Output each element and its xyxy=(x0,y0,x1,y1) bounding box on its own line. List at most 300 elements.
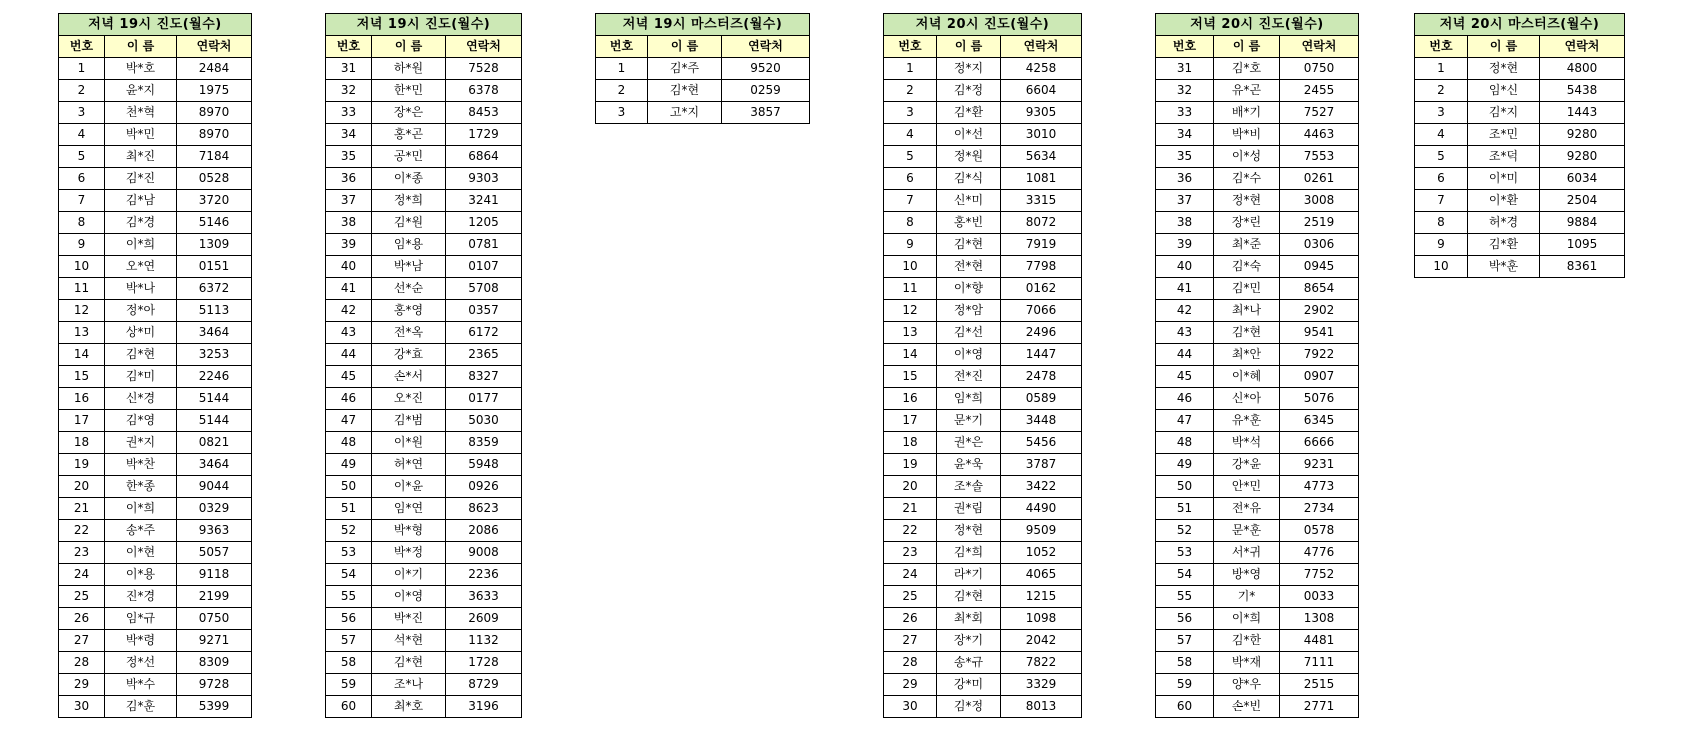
header-number: 번호 xyxy=(884,36,937,58)
cell-contact: 8970 xyxy=(177,102,252,124)
header-name: 이 름 xyxy=(105,36,177,58)
table-row xyxy=(884,256,1082,278)
cell-name: 박*훈 xyxy=(1468,256,1540,278)
cell-contact: 5057 xyxy=(177,542,252,564)
cell-number: 37 xyxy=(326,190,372,212)
cell-name: 김*정 xyxy=(937,80,1001,102)
cell-number: 52 xyxy=(1156,520,1214,542)
cell-number: 26 xyxy=(884,608,937,630)
table-row xyxy=(326,432,522,454)
table-row xyxy=(884,234,1082,256)
header-contact: 연락처 xyxy=(722,36,810,58)
table-header-row xyxy=(1415,36,1625,58)
table-row xyxy=(884,388,1082,410)
cell-number: 20 xyxy=(884,476,937,498)
cell-number: 10 xyxy=(884,256,937,278)
cell-contact: 3010 xyxy=(1001,124,1082,146)
cell-number: 31 xyxy=(326,58,372,80)
cell-number: 55 xyxy=(1156,586,1214,608)
table-row xyxy=(1156,520,1359,542)
cell-number: 42 xyxy=(326,300,372,322)
table-header-row xyxy=(596,36,810,58)
table-row xyxy=(1156,344,1359,366)
cell-contact: 0151 xyxy=(177,256,252,278)
cell-name: 박*호 xyxy=(105,58,177,80)
cell-name: 강*효 xyxy=(372,344,446,366)
table-row xyxy=(326,322,522,344)
cell-number: 27 xyxy=(59,630,105,652)
cell-contact: 7919 xyxy=(1001,234,1082,256)
table-row xyxy=(326,498,522,520)
header-number: 번호 xyxy=(1415,36,1468,58)
header-contact: 연락처 xyxy=(446,36,522,58)
cell-contact: 5113 xyxy=(177,300,252,322)
cell-contact: 9520 xyxy=(722,58,810,80)
table-title: 저녁 20시 진도(월수) xyxy=(884,14,1082,36)
cell-name: 홍*빈 xyxy=(937,212,1001,234)
table-row xyxy=(1156,146,1359,168)
cell-name: 전*진 xyxy=(937,366,1001,388)
cell-number: 10 xyxy=(1415,256,1468,278)
table-row xyxy=(884,322,1082,344)
cell-contact: 0926 xyxy=(446,476,522,498)
cell-contact: 9118 xyxy=(177,564,252,586)
table-header-row xyxy=(884,36,1082,58)
cell-contact: 1081 xyxy=(1001,168,1082,190)
table-row xyxy=(326,696,522,718)
table-row xyxy=(326,58,522,80)
cell-contact: 4776 xyxy=(1280,542,1359,564)
table-row xyxy=(1156,234,1359,256)
cell-number: 44 xyxy=(1156,344,1214,366)
table-title-row xyxy=(59,14,252,36)
cell-name: 전*현 xyxy=(937,256,1001,278)
table-row xyxy=(59,630,252,652)
cell-name: 임*희 xyxy=(937,388,1001,410)
table-row xyxy=(326,454,522,476)
table-row xyxy=(326,410,522,432)
table-row xyxy=(1415,102,1625,124)
cell-name: 장*린 xyxy=(1214,212,1280,234)
cell-name: 김*숙 xyxy=(1214,256,1280,278)
table-row xyxy=(1156,190,1359,212)
cell-number: 48 xyxy=(1156,432,1214,454)
cell-name: 임*연 xyxy=(372,498,446,520)
cell-name: 장*은 xyxy=(372,102,446,124)
table-row xyxy=(59,322,252,344)
cell-name: 임*규 xyxy=(105,608,177,630)
table-row xyxy=(1156,652,1359,674)
table-row xyxy=(596,102,810,124)
cell-number: 33 xyxy=(1156,102,1214,124)
cell-name: 김*진 xyxy=(105,168,177,190)
cell-number: 2 xyxy=(59,80,105,102)
cell-contact: 9303 xyxy=(446,168,522,190)
cell-number: 5 xyxy=(1415,146,1468,168)
table-row xyxy=(884,410,1082,432)
cell-contact: 6378 xyxy=(446,80,522,102)
cell-number: 53 xyxy=(1156,542,1214,564)
table-row xyxy=(1415,256,1625,278)
cell-contact: 1443 xyxy=(1540,102,1625,124)
table-row xyxy=(59,124,252,146)
cell-name: 김*훈 xyxy=(105,696,177,718)
table-row xyxy=(59,410,252,432)
header-name: 이 름 xyxy=(1468,36,1540,58)
cell-contact: 5438 xyxy=(1540,80,1625,102)
cell-number: 10 xyxy=(59,256,105,278)
cell-contact: 7553 xyxy=(1280,146,1359,168)
roster-table-19-jindo-1 xyxy=(58,13,252,718)
cell-number: 34 xyxy=(326,124,372,146)
cell-number: 57 xyxy=(326,630,372,652)
table-row xyxy=(1156,454,1359,476)
cell-contact: 9541 xyxy=(1280,322,1359,344)
cell-name: 박*민 xyxy=(105,124,177,146)
cell-name: 임*신 xyxy=(1468,80,1540,102)
cell-contact: 2771 xyxy=(1280,696,1359,718)
cell-name: 방*영 xyxy=(1214,564,1280,586)
cell-name: 윤*지 xyxy=(105,80,177,102)
cell-name: 김*환 xyxy=(1468,234,1540,256)
table-row xyxy=(1156,586,1359,608)
cell-number: 38 xyxy=(1156,212,1214,234)
cell-name: 강*윤 xyxy=(1214,454,1280,476)
cell-name: 김*경 xyxy=(105,212,177,234)
cell-contact: 4065 xyxy=(1001,564,1082,586)
cell-name: 이*향 xyxy=(937,278,1001,300)
cell-name: 최*안 xyxy=(1214,344,1280,366)
cell-number: 40 xyxy=(1156,256,1214,278)
cell-name: 장*기 xyxy=(937,630,1001,652)
cell-number: 4 xyxy=(884,124,937,146)
table-title: 저녁 19시 마스터즈(월수) xyxy=(596,14,810,36)
cell-number: 24 xyxy=(59,564,105,586)
cell-contact: 5634 xyxy=(1001,146,1082,168)
cell-contact: 4773 xyxy=(1280,476,1359,498)
header-number: 번호 xyxy=(596,36,648,58)
cell-number: 18 xyxy=(59,432,105,454)
table-row xyxy=(59,146,252,168)
cell-name: 임*용 xyxy=(372,234,446,256)
table-row xyxy=(59,696,252,718)
cell-name: 김*수 xyxy=(1214,168,1280,190)
table-title: 저녁 19시 진도(월수) xyxy=(326,14,522,36)
cell-number: 29 xyxy=(884,674,937,696)
cell-contact: 0107 xyxy=(446,256,522,278)
cell-number: 3 xyxy=(1415,102,1468,124)
cell-contact: 9884 xyxy=(1540,212,1625,234)
table-row xyxy=(596,80,810,102)
cell-name: 홍*곤 xyxy=(372,124,446,146)
cell-contact: 1095 xyxy=(1540,234,1625,256)
table-row xyxy=(326,102,522,124)
cell-name: 서*귀 xyxy=(1214,542,1280,564)
cell-name: 손*빈 xyxy=(1214,696,1280,718)
cell-name: 양*우 xyxy=(1214,674,1280,696)
cell-name: 이*미 xyxy=(1468,168,1540,190)
table-row xyxy=(59,278,252,300)
cell-number: 23 xyxy=(59,542,105,564)
cell-number: 43 xyxy=(326,322,372,344)
cell-name: 문*훈 xyxy=(1214,520,1280,542)
cell-contact: 2902 xyxy=(1280,300,1359,322)
table-row xyxy=(59,608,252,630)
cell-number: 53 xyxy=(326,542,372,564)
cell-number: 16 xyxy=(884,388,937,410)
table-row xyxy=(59,388,252,410)
cell-number: 2 xyxy=(884,80,937,102)
cell-name: 김*희 xyxy=(937,542,1001,564)
cell-number: 22 xyxy=(59,520,105,542)
cell-contact: 8327 xyxy=(446,366,522,388)
cell-number: 1 xyxy=(596,58,648,80)
table-row xyxy=(326,630,522,652)
table-row xyxy=(59,498,252,520)
header-name: 이 름 xyxy=(648,36,722,58)
table-row xyxy=(1415,124,1625,146)
cell-contact: 5144 xyxy=(177,388,252,410)
table-row xyxy=(884,674,1082,696)
cell-name: 최*호 xyxy=(372,696,446,718)
table-row xyxy=(1156,168,1359,190)
cell-contact: 1308 xyxy=(1280,608,1359,630)
cell-contact: 6172 xyxy=(446,322,522,344)
cell-contact: 8072 xyxy=(1001,212,1082,234)
table-row xyxy=(1156,278,1359,300)
cell-number: 28 xyxy=(59,652,105,674)
header-number: 번호 xyxy=(326,36,372,58)
header-name: 이 름 xyxy=(937,36,1001,58)
table-title-row xyxy=(1156,14,1359,36)
cell-number: 3 xyxy=(59,102,105,124)
cell-number: 54 xyxy=(1156,564,1214,586)
cell-contact: 0033 xyxy=(1280,586,1359,608)
cell-number: 57 xyxy=(1156,630,1214,652)
cell-contact: 0750 xyxy=(1280,58,1359,80)
cell-contact: 0781 xyxy=(446,234,522,256)
table-row xyxy=(884,498,1082,520)
cell-contact: 2484 xyxy=(177,58,252,80)
cell-contact: 4490 xyxy=(1001,498,1082,520)
table-row xyxy=(884,586,1082,608)
cell-name: 이*종 xyxy=(372,168,446,190)
cell-number: 19 xyxy=(59,454,105,476)
cell-contact: 2246 xyxy=(177,366,252,388)
table-row xyxy=(326,300,522,322)
table-row xyxy=(326,190,522,212)
cell-number: 39 xyxy=(1156,234,1214,256)
cell-name: 신*경 xyxy=(105,388,177,410)
cell-contact: 9231 xyxy=(1280,454,1359,476)
cell-contact: 7922 xyxy=(1280,344,1359,366)
table-row xyxy=(884,102,1082,124)
cell-name: 정*암 xyxy=(937,300,1001,322)
cell-number: 36 xyxy=(326,168,372,190)
table-row xyxy=(59,58,252,80)
cell-contact: 9280 xyxy=(1540,146,1625,168)
cell-number: 56 xyxy=(1156,608,1214,630)
cell-name: 안*민 xyxy=(1214,476,1280,498)
cell-number: 59 xyxy=(326,674,372,696)
cell-name: 이*희 xyxy=(105,498,177,520)
table-row xyxy=(326,476,522,498)
cell-contact: 1447 xyxy=(1001,344,1082,366)
cell-number: 4 xyxy=(59,124,105,146)
table-row xyxy=(59,212,252,234)
cell-number: 4 xyxy=(1415,124,1468,146)
table-row xyxy=(884,80,1082,102)
cell-number: 51 xyxy=(326,498,372,520)
cell-contact: 1728 xyxy=(446,652,522,674)
cell-contact: 2504 xyxy=(1540,190,1625,212)
cell-contact: 7066 xyxy=(1001,300,1082,322)
roster-table-20-masters xyxy=(1414,13,1625,278)
table-row xyxy=(1415,146,1625,168)
cell-name: 최*준 xyxy=(1214,234,1280,256)
cell-number: 1 xyxy=(1415,58,1468,80)
cell-number: 1 xyxy=(59,58,105,80)
cell-name: 정*아 xyxy=(105,300,177,322)
table-row xyxy=(1156,256,1359,278)
cell-number: 25 xyxy=(884,586,937,608)
cell-name: 박*남 xyxy=(372,256,446,278)
table-row xyxy=(884,124,1082,146)
cell-contact: 2086 xyxy=(446,520,522,542)
cell-name: 상*미 xyxy=(105,322,177,344)
table-row xyxy=(884,564,1082,586)
cell-contact: 3329 xyxy=(1001,674,1082,696)
cell-number: 15 xyxy=(59,366,105,388)
table-row xyxy=(326,388,522,410)
cell-contact: 5948 xyxy=(446,454,522,476)
cell-number: 35 xyxy=(326,146,372,168)
cell-contact: 5146 xyxy=(177,212,252,234)
table-row xyxy=(326,366,522,388)
cell-number: 39 xyxy=(326,234,372,256)
table-row xyxy=(326,124,522,146)
cell-name: 권*림 xyxy=(937,498,1001,520)
cell-number: 46 xyxy=(1156,388,1214,410)
table-row xyxy=(59,300,252,322)
cell-contact: 7111 xyxy=(1280,652,1359,674)
cell-contact: 2734 xyxy=(1280,498,1359,520)
table-row xyxy=(1156,476,1359,498)
cell-number: 45 xyxy=(1156,366,1214,388)
cell-number: 38 xyxy=(326,212,372,234)
cell-name: 김*선 xyxy=(937,322,1001,344)
cell-name: 유*훈 xyxy=(1214,410,1280,432)
cell-contact: 9271 xyxy=(177,630,252,652)
cell-name: 이*영 xyxy=(372,586,446,608)
cell-name: 조*덕 xyxy=(1468,146,1540,168)
cell-contact: 4258 xyxy=(1001,58,1082,80)
cell-number: 7 xyxy=(1415,190,1468,212)
table-row xyxy=(884,520,1082,542)
cell-name: 조*민 xyxy=(1468,124,1540,146)
table-row xyxy=(884,58,1082,80)
table-row xyxy=(326,520,522,542)
cell-name: 문*기 xyxy=(937,410,1001,432)
cell-number: 60 xyxy=(1156,696,1214,718)
cell-name: 이*원 xyxy=(372,432,446,454)
cell-name: 김*환 xyxy=(937,102,1001,124)
cell-number: 41 xyxy=(1156,278,1214,300)
cell-number: 30 xyxy=(59,696,105,718)
cell-name: 손*서 xyxy=(372,366,446,388)
table-row xyxy=(59,586,252,608)
table-row xyxy=(1156,322,1359,344)
table-row xyxy=(326,168,522,190)
table-row xyxy=(326,344,522,366)
roster-table-19-jindo-2 xyxy=(325,13,522,718)
cell-number: 60 xyxy=(326,696,372,718)
cell-contact: 9008 xyxy=(446,542,522,564)
cell-contact: 3008 xyxy=(1280,190,1359,212)
cell-number: 16 xyxy=(59,388,105,410)
table-row xyxy=(1415,234,1625,256)
cell-number: 41 xyxy=(326,278,372,300)
cell-number: 9 xyxy=(59,234,105,256)
cell-number: 51 xyxy=(1156,498,1214,520)
cell-number: 46 xyxy=(326,388,372,410)
cell-name: 이*희 xyxy=(1214,608,1280,630)
table-row xyxy=(59,366,252,388)
cell-contact: 0177 xyxy=(446,388,522,410)
cell-contact: 7527 xyxy=(1280,102,1359,124)
table-row xyxy=(59,190,252,212)
cell-contact: 1098 xyxy=(1001,608,1082,630)
cell-contact: 3241 xyxy=(446,190,522,212)
cell-name: 박*재 xyxy=(1214,652,1280,674)
cell-number: 13 xyxy=(884,322,937,344)
cell-number: 2 xyxy=(596,80,648,102)
cell-number: 43 xyxy=(1156,322,1214,344)
cell-number: 29 xyxy=(59,674,105,696)
table-row xyxy=(1156,432,1359,454)
cell-number: 8 xyxy=(884,212,937,234)
table-header-row xyxy=(59,36,252,58)
cell-name: 최*회 xyxy=(937,608,1001,630)
table-row xyxy=(59,476,252,498)
cell-contact: 1975 xyxy=(177,80,252,102)
header-contact: 연락처 xyxy=(177,36,252,58)
cell-contact: 5399 xyxy=(177,696,252,718)
table-row xyxy=(884,608,1082,630)
cell-number: 11 xyxy=(59,278,105,300)
cell-contact: 3422 xyxy=(1001,476,1082,498)
cell-contact: 8309 xyxy=(177,652,252,674)
cell-contact: 9509 xyxy=(1001,520,1082,542)
table-row xyxy=(59,564,252,586)
table-row xyxy=(884,696,1082,718)
cell-number: 17 xyxy=(884,410,937,432)
cell-contact: 1052 xyxy=(1001,542,1082,564)
cell-contact: 8453 xyxy=(446,102,522,124)
table-row xyxy=(1156,388,1359,410)
cell-number: 13 xyxy=(59,322,105,344)
cell-number: 31 xyxy=(1156,58,1214,80)
table-row xyxy=(326,586,522,608)
cell-name: 박*비 xyxy=(1214,124,1280,146)
table-row xyxy=(326,234,522,256)
cell-contact: 6604 xyxy=(1001,80,1082,102)
cell-contact: 8654 xyxy=(1280,278,1359,300)
table-title-row xyxy=(596,14,810,36)
cell-contact: 1132 xyxy=(446,630,522,652)
cell-number: 8 xyxy=(1415,212,1468,234)
cell-name: 최*나 xyxy=(1214,300,1280,322)
